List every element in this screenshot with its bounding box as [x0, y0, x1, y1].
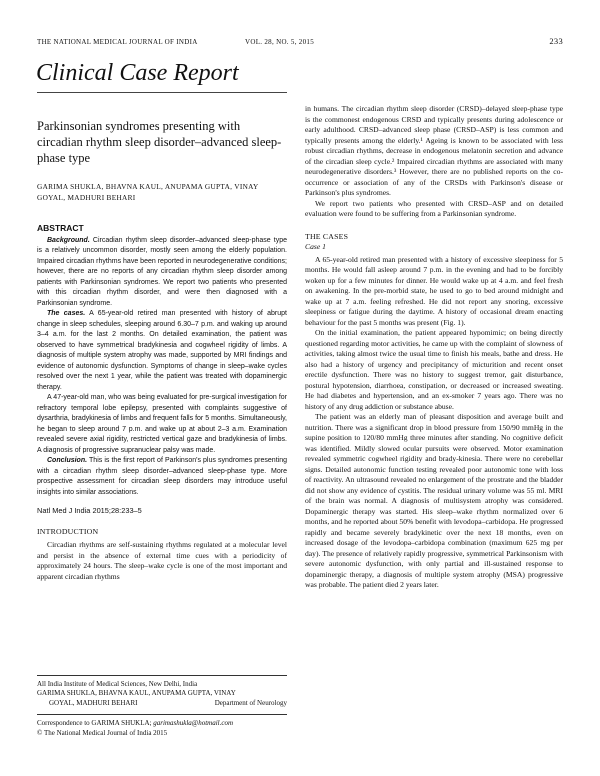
- intro-continuation: in humans. The circadian rhythm sleep disorder (CRSD)–delayed sleep-phase type is the commonest endogenous CRSD and typically presents during adolescence or early adulthood. CRSD–advanced sleep phase (CRSD–ASP) is less common and typically presents among the elderly.¹ Ageing is known to be associated with less robust circadian rhythms, decrease in endogenous melatonin secretion and advance of the circadian sleep cycle.² Impaired circadian rhythms are associated with many neurodegenerative disorders.³ However, there are no published reports on the co-occurrence or association of any of the CRSDs with Parkinson's disease or Parkinson's plus syndromes.: [305, 104, 563, 197]
- intro-paragraph-2: We report two patients who presented with CRSD–ASP and on detailed evaluation were found to be suffering from a Parkinsonian syndrome.: [305, 198, 563, 218]
- title-divider: [37, 92, 287, 93]
- correspondence-label: Correspondence to GARIMA SHUKLA;: [37, 719, 152, 727]
- author-list: GARIMA SHUKLA, BHAVNA KAUL, ANUPAMA GUPTA, VINAY GOYAL, MADHURI BEHARI: [37, 182, 259, 202]
- case1-paragraph-1: A 65-year-old retired man presented with a history of excessive sleepiness for 5 months. He would fall asleep around 7 p.m. in the evening and had to be forcibly woken up for a few minutes for dinner. He would wake up at 4 a.m. and feel fresh on awakening. In the pre-morbid state, he used to go to bed around midnight and wake up at 7 a.m. feeling refreshed. He did not report any snoring, excessive sleepiness or fatigue during the daytime. A history of occasional dream enacting behaviour for the past 5 months was present (Fig. 1).: [305, 254, 563, 327]
- abstract-cases-2: A 47-year-old man, who was being evaluated for pre-surgical investigation for refractory temporal lobe epilepsy, presented with complaints suggestive of dysarthria, bradykinesia of limbs and frequent falls for 5 months. Simultaneously, he began to sleep around 7 p.m. and wake up at about 2–3 a.m. Examination revealed severe axial rigidity, restricted vertical gaze and bradykinesia of limbs. A diagnosis of progressive supranuclear palsy was made.: [37, 394, 287, 454]
- section-title: Clinical Case Report: [36, 60, 239, 86]
- department: Department of Neurology: [214, 698, 287, 707]
- volume-info: VOL. 28, NO. 5, 2015: [245, 38, 314, 46]
- abstract-background: Background. Circadian rhythm sleep disorder–advanced sleep-phase type is a relatively uncommon disorder, mostly seen among the elderly population. Impaired circadian rhythms have been reported in neurodegenerative conditions; however, there are no reports of any circadian rhythm sleep disorder among patients with Parkinsonian syndromes. We report two patients who presented with this circadian rhythm disorder, and were then diagnosed with a Parkinsonian syndrome.: [37, 236, 287, 307]
- introduction-paragraph: Circadian rhythms are self-sustaining rhythms regulated at a molecular level and persist in the absence of external time cues with a periodicity of approximately 24 hours. The sleep–wake cycle is one of the most important and apparent circadian rhythms: [37, 540, 287, 581]
- right-column: [305, 104, 563, 591]
- abstract-cases: The cases. A 65-year-old retired man presented with history of abrupt change in sleep schedules, sleeping around 6.30–7 p.m. and waking up around 3–4 a.m. for the last 2 months. On detailed examination, the patient was observed to have symmetrical bradykinesia and cogwheel rigidity of limbs. A diagnosis of multiple system atrophy was made, supported by MRI findings and evidence of autonomic dysfunction. Symptoms of change in sleep–wake cycles resolved over the next 1 year, while the patient was treated with dopaminergic therapy.: [37, 310, 287, 391]
- correspondence-block: [37, 714, 287, 738]
- correspondence-email[interactable]: garimashukla@hotmail.com: [153, 719, 234, 727]
- journal-name: THE NATIONAL MEDICAL JOURNAL OF INDIA: [37, 38, 198, 46]
- abstract-heading: ABSTRACT: [37, 223, 84, 233]
- page-number: 233: [549, 36, 563, 46]
- introduction-heading: INTRODUCTION: [37, 526, 99, 536]
- cases-heading: THE CASES: [305, 231, 349, 241]
- institute: All India Institute of Medical Sciences, New Delhi, India: [37, 680, 198, 688]
- running-head: [37, 36, 563, 48]
- affiliation-block: [37, 675, 287, 708]
- copyright: © The National Medical Journal of India 2015: [37, 729, 168, 737]
- case1-paragraph-3: The patient was an elderly man of pleasant disposition and average built and nutrition. There was a significant drop in blood pressure from 150/90 mmHg in the supine position to 120/80 mmHg three minutes after standing. No cognitive deficit was identified. Mildly slowed ocular pursuits were observed. Motor examination revealed symmetric cogwheel rigidity and brady-kinesia. There were no cerebellar signs. Detailed autonomic function testing revealed poor autonomic tone with loss of reactivity. An ultrasound revealed no enlargement of the prostrate and the bladder did not show any evidence of cystitis. The residual urinary volume was 55 ml. MRI of the brain was normal. A diagnosis of multisystem atrophy was considered. Dopaminergic therapy was started. His sleep–wake rhythm normalized over 6 months, and he reported about 50% benefit with levodopa–carbidopa. He progressed rapidly and became severely bradykinetic over the next 18 months, even on increased dosage of the levodopa–carbidopa combination (maximum 625 mg per day). The presence of relatively rapidly progressive, symmetrical Parkinsonism with severe autonomic dysfunction, with only partial and ill-sustained response to dopaminergic therapy, a diagnosis of multiple system atrophy (MSA) progressive was probable. The patient died 2 years later.: [305, 412, 563, 589]
- abstract-body: [37, 236, 287, 499]
- article-title: Parkinsonian syndromes presenting with circadian rhythm sleep disorder–advanced sleep-phase type: [37, 119, 282, 165]
- left-column: [37, 100, 287, 582]
- case1-heading: Case 1: [305, 242, 326, 251]
- citation: Natl Med J India 2015;28:233–5: [37, 506, 142, 515]
- case1-paragraph-2: On the initial examination, the patient appeared hypomimic; on being directly questioned regarding motor activities, he came up with the complaint of slowness of activities, taking almost twice the usual time to finish his meals, bathe and dress. He also had a history of urgency and precipitancy of micturition and recent onset erectile dysfunction. There was no history to suggest tremor, gait disturbance, postural hypotension, diarrhoea, constipation, or decreased or increased sweating. He had diabetes and hypertension, and an ex-smoker 7 years ago. There was no history of any drug addiction or substance abuse.: [305, 328, 563, 411]
- abstract-conclusion: Conclusion. This is the first report of Parkinson's plus syndromes presenting with a circadian rhythm sleep disorder–advanced sleep-phase type. More prospective assessment for circadian sleep disorders may introduce useful insights into similar associations.: [37, 457, 287, 496]
- affiliation-authors-cont: GOYAL, MADHURI BEHARI: [49, 698, 138, 707]
- introduction-body: [37, 540, 287, 582]
- affiliation-authors: GARIMA SHUKLA, BHAVNA KAUL, ANUPAMA GUPTA, VINAY: [37, 689, 236, 698]
